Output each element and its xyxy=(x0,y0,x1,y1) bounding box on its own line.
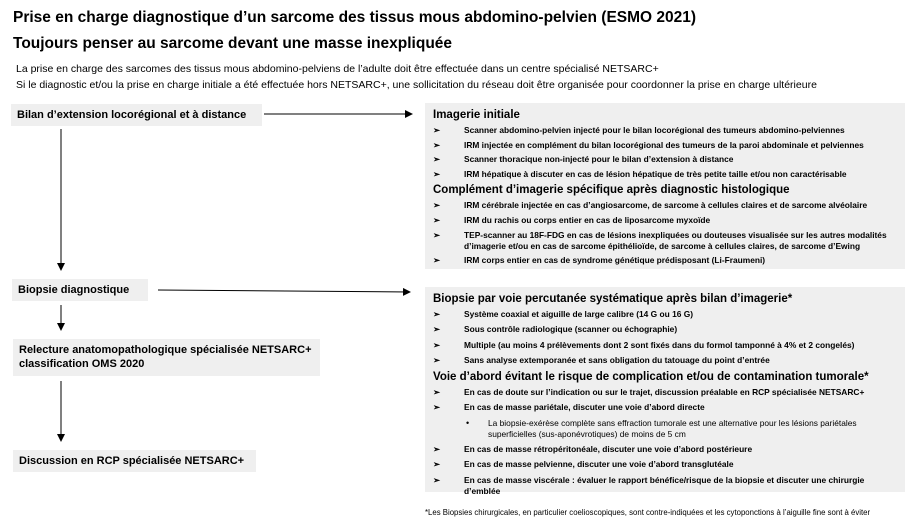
list-item: ➢ IRM injectée en complément du bilan locorégional des tumeurs de la paroi abdominale et pelviennes xyxy=(433,139,864,150)
list-item: ➢ Sans analyse extemporanée et sans obligation du tatouage du point d’entrée xyxy=(433,354,770,365)
intro-line-2: Si le diagnostic et/ou la prise en charge initiale a été effectuée hors NETSARC+, une sollicitation du réseau doit être organisée pour coordonner la prise en charge ultérieure xyxy=(16,79,817,91)
complement-imagerie-heading: Complément d’imagerie spécifique après diagnostic histologique xyxy=(433,184,790,197)
dot-bullet-icon: • xyxy=(466,417,470,428)
step-relecture-label-2: classification OMS 2020 xyxy=(19,358,145,370)
arrow-bullet-icon: ➢ xyxy=(433,354,441,365)
panel-imagerie xyxy=(425,103,905,269)
list-item: ➢ TEP-scanner au 18F-FDG en cas de lésions inexpliquées ou douteuses visualisée sur les autres modalités d’imagerie et/ou en cas de sarcome épithélioïde, de sarcome à cellules claires, de sarcome d’Ewing xyxy=(433,229,887,251)
list-item: ➢ IRM du rachis ou corps entier en cas de liposarcome myxoïde xyxy=(433,214,711,225)
arrow-bullet-icon: ➢ xyxy=(433,339,441,350)
complement-imagerie-list xyxy=(433,200,899,266)
arrow-bullet-icon: ➢ xyxy=(433,474,441,485)
arrow-bullet-icon: ➢ xyxy=(433,255,441,266)
page-title: Prise en charge diagnostique d’un sarcome des tissus mous abdomino-pelvien (ESMO 2021) xyxy=(13,9,697,26)
biopsie-percutanee-list xyxy=(433,309,899,366)
step-bilan-label: Bilan d’extension locorégional et à distance xyxy=(17,109,247,121)
arrow-bullet-icon: ➢ xyxy=(433,444,441,455)
voie-abord-list xyxy=(433,387,899,496)
list-item: ➢ En cas de masse viscérale : évaluer le rapport bénéfice/risque de la biopsie et discuter une chirurgie d’emblée xyxy=(433,474,865,496)
list-item: ➢ IRM cérébrale injectée en cas d’angiosarcome, de sarcome à cellules claires et de sarcome alvéolaire xyxy=(433,200,868,211)
imagerie-initiale-heading: Imagerie initiale xyxy=(433,109,520,121)
list-item: ➢ Scanner abdomino-pelvien injecté pour le bilan locorégional des tumeurs abdomino-pelviennes xyxy=(433,125,845,135)
list-item: ➢ En cas de masse pariétale, discuter une voie d’abord directe xyxy=(433,402,705,413)
step-bilan-extension xyxy=(11,104,262,126)
footnote: *Les Biopsies chirurgicales, en particulier coelioscopiques, sont contre-indiquées et les cytoponctions à l’aiguille fine sont à éviter xyxy=(425,508,871,517)
step-relecture-anapath xyxy=(13,339,320,376)
arrow-bullet-icon: ➢ xyxy=(433,309,441,319)
arrow-bullet-icon: ➢ xyxy=(433,200,441,211)
arrow-biopsie-to-panel xyxy=(158,290,410,292)
arrow-bullet-icon: ➢ xyxy=(433,214,441,225)
list-item: ➢ En cas de masse pelvienne, discuter une voie d’abord transglutéale xyxy=(433,459,734,470)
arrow-bullet-icon: ➢ xyxy=(433,229,441,240)
list-item: ➢ IRM corps entier en cas de syndrome génétique prédisposant (Li-Fraumeni) xyxy=(433,255,766,266)
list-item: ➢ En cas de masse rétropéritonéale, discuter une voie d’abord postérieure xyxy=(433,444,753,455)
arrow-bullet-icon: ➢ xyxy=(433,387,441,398)
imagerie-initiale-list xyxy=(433,125,899,180)
arrow-bullet-icon: ➢ xyxy=(433,154,441,165)
list-item: ➢ En cas de doute sur l’indication ou sur le trajet, discussion préalable en RCP spécialisée NETSARC+ xyxy=(433,387,865,398)
sub-list-item: • La biopsie-exérèse complète sans effraction tumorale est une alternative pour les lésions pariétales superficielles (sus-aponévrotiques) de moins de 5 cm xyxy=(466,417,857,439)
biopsie-percutanee-heading: Biopsie par voie percutanée systématique après bilan d’imagerie* xyxy=(433,293,793,305)
step-rcp-label: Discussion en RCP spécialisée NETSARC+ xyxy=(19,455,245,467)
list-item: ➢ Scanner thoracique non-injecté pour le bilan d’extension à distance xyxy=(433,154,734,165)
page-subtitle: Toujours penser au sarcome devant une masse inexpliquée xyxy=(13,35,453,52)
step-biopsie-diagnostique xyxy=(12,279,148,301)
arrow-bullet-icon: ➢ xyxy=(433,324,441,335)
step-relecture-label-1: Relecture anatomopathologique spécialisée NETSARC+ xyxy=(19,344,312,356)
panel-biopsie xyxy=(425,287,905,496)
step-biopsie-label: Biopsie diagnostique xyxy=(18,284,130,296)
list-item: ➢ IRM hépatique à discuter en cas de lésion hépatique de très petite taille et/ou non caractérisable xyxy=(433,168,847,179)
intro-line-1: La prise en charge des sarcomes des tissus mous abdomino-pelviens de l’adulte doit être effectuée dans un centre spécialisé NETSARC+ xyxy=(16,63,659,75)
voie-abord-heading: Voie d’abord évitant le risque de complication et/ou de contamination tumorale* xyxy=(433,371,869,384)
arrow-bullet-icon: ➢ xyxy=(433,402,441,413)
arrow-bullet-icon: ➢ xyxy=(433,168,441,179)
list-item: ➢ Multiple (au moins 4 prélèvements dont 2 sont fixés dans du formol tamponné à 4% et 2 congelés) xyxy=(433,339,855,350)
list-item: ➢ Sous contrôle radiologique (scanner ou échographie) xyxy=(433,324,678,335)
arrow-bullet-icon: ➢ xyxy=(433,459,441,470)
step-discussion-rcp xyxy=(13,450,256,472)
arrow-bullet-icon: ➢ xyxy=(433,139,441,150)
arrow-bullet-icon: ➢ xyxy=(433,125,441,135)
list-item: ➢ Système coaxial et aiguille de large calibre (14 G ou 16 G) xyxy=(433,309,694,319)
